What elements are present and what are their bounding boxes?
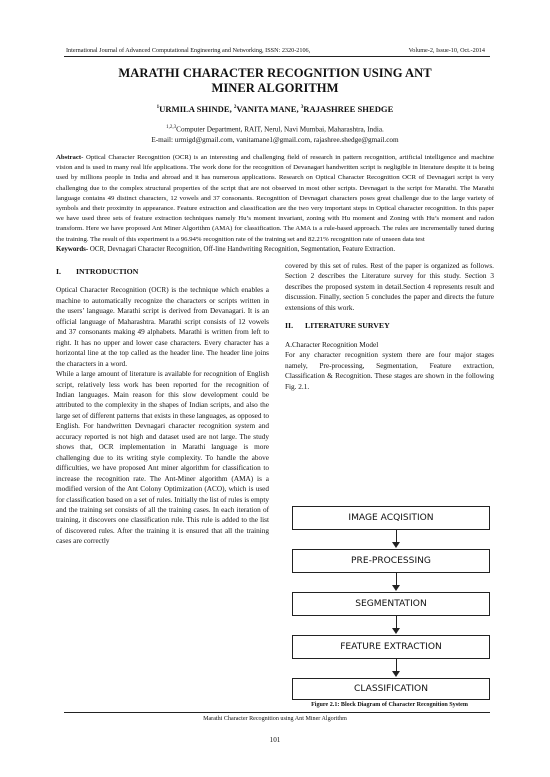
affiliation-text: Computer Department, RAIT, Nerul, Navi Mumbai, Maharashtra, India. xyxy=(176,125,384,134)
diagram-box-feature-extraction: FEATURE EXTRACTION xyxy=(292,635,490,659)
header-rule xyxy=(64,56,490,57)
arrow-down-icon xyxy=(392,542,400,548)
section-1-heading xyxy=(56,267,269,277)
abstract-label: Abstract- xyxy=(56,154,84,161)
diagram-box-image-acquisition: IMAGE ACQISITION xyxy=(292,506,490,530)
diagram-box-pre-processing: PRE-PROCESSING xyxy=(292,549,490,573)
author-3-name: RAJASHREE SHEDGE xyxy=(303,104,394,114)
keywords xyxy=(56,246,494,253)
diagram-box-classification: CLASSIFICATION xyxy=(292,678,490,700)
author-emails: E-mail: urmigd@gmail.com, vanitamane1@gmail.com, rajashree.shedge@gmail.com xyxy=(151,136,399,144)
intro-paragraph-continued: covered by this set of rules. Rest of the paper is organized as follows. Section 2 describes the Literature survey for this study. Section 3 describes the proposed system in detail.Section 4 represents result and discussion. Finally, section 5 concludes the paper and directs the future extensions of this work. xyxy=(285,262,494,312)
literature-paragraph-1: For any character recognition system there are four major stages namely, Pre-processing, Segmentation, Feature extraction, Classification & Recognition. These stages are shown in the following Fig. 2.1. xyxy=(285,351,494,391)
section-2-number: II. xyxy=(285,321,294,331)
affiliation xyxy=(0,125,550,133)
author-1-name: URMILA SHINDE, xyxy=(159,104,234,114)
title-line-2: MINER ALGORITHM xyxy=(211,81,339,95)
subsection-heading: A.Character Recognition Model xyxy=(285,340,379,349)
diagram-box-segmentation: SEGMENTATION xyxy=(292,592,490,616)
arrow-down-icon xyxy=(392,671,400,677)
figure-caption: Figure 2.1: Block Diagram of Character Recognition System xyxy=(311,702,468,708)
running-title-footer: Marathi Character Recognition using Ant Miner Algorithm xyxy=(203,716,347,722)
section-2-title: LITERATURE SURVEY xyxy=(305,321,390,331)
section-2-heading xyxy=(285,321,494,331)
arrow-down-icon xyxy=(392,628,400,634)
affiliation-sup: 1,2,3 xyxy=(166,125,177,130)
abstract-text: Optical Character Recognition (OCR) is an interesting and challenging field of research in pattern recognition, artificial intelligence and machine vision and is used in many real life applications. The work done for the recognition of Devanagari handwritten script is negligible in literature despite it is being used by millions people in India and abroad and it has numerous applications. Research on Optical Character Recognition OCR of Devnagari script is very challenging due to the complex structural properties of the script that are not observed in most other scripts. Devnagari is the script for Marathi. The Marathi language contains 49 distinct characters, 12 vowels and 37 consonants. Recognition of Devnagari characters poses great challenge due to the large variety of symbols and their proximity in appearance. Feature extraction and classification are the two very important steps in Optical character recognition. In this paper we have used three sets of feature extraction techniques namely Hu’s moment invariant, zoning with Hu moment and Zoning with Hu’s moment and radon transform. Here we have proposed Ant Miner Algorithm (AMA) for classification. The AMA is a rule-based approach. The rules are incrementally tuned during the training. The result of this experiment is a 96.94% recognition rate of the training set and 82.21% recognition rate of unseen data test xyxy=(56,154,494,243)
volume-header: Volume-2, Issue-10, Oct.-2014 xyxy=(408,47,485,54)
journal-header: International Journal of Advanced Computational Engineering and Networking, ISSN: 2320-2106, xyxy=(66,47,311,54)
title-line-1: MARATHI CHARACTER RECOGNITION USING ANT xyxy=(118,66,432,80)
intro-paragraph-1: Optical Character Recognition (OCR) is the technique which enables a machine to automatically recognize the characters or scripts written in the users’ language. Marathi script is derived from Devanagari. It is an official language of Maharashtra. Marathi script consists of 12 vowels and 37 consonants making 49 alphabets. Marathi is written from left to right. It has no upper and lower case characters. Every character has a horizontal line at the top called as the header line. The header line joins the characters in a word. xyxy=(56,286,269,368)
left-column xyxy=(56,261,269,547)
page-number: 101 xyxy=(269,736,281,744)
intro-paragraph-2: While a large amount of literature is available for recognition of English script, relatively less work has been reported for the recognition of Indian languages. Main reason for this slow development could be attributed to the complexity in the shapes of Indian scripts, and also the large set of different patterns that exists in these languages, as opposed to English. For handwritten Devnagari character recognition system and accuracy reported is not high and dataset used are not large. The study shows that, OCR implementation in Marathi language is more challenging due to its writing style complexity. To handle the above difficulties, we have proposed Ant miner algorithm for classification to increase the recognition rate. The Ant-Miner algorithm (AMA) is a modified version of the Ant Colony Optimization (ACO), which is used for classification based on a set of rules. Initially the list of rules is empty and the training set consists of all the training cases. In each iteration of training, it discovers one classification rule. This rule is added to the list of discovered rules. After the training it is ensured that all the training cases are correctly xyxy=(56,370,269,546)
footer-rule xyxy=(64,712,490,713)
section-1-title: INTRODUCTION xyxy=(76,267,139,276)
abstract xyxy=(56,153,494,245)
right-column xyxy=(285,261,494,392)
paper-title xyxy=(0,66,550,96)
author-2-sup: 2 xyxy=(233,105,237,111)
keywords-text: OCR, Devnagari Character Recognition, Off-line Handwriting Recognition, Segmentation, Feature Extraction. xyxy=(88,246,396,253)
arrow-down-icon xyxy=(392,585,400,591)
author-3-sup: 3 xyxy=(300,105,304,111)
author-2-name: VANITA MANE, xyxy=(236,104,301,114)
author-1-sup: 1 xyxy=(156,105,160,111)
keywords-label: Keywords- xyxy=(56,246,89,253)
authors xyxy=(0,104,550,114)
section-1-number: I. xyxy=(56,267,61,276)
